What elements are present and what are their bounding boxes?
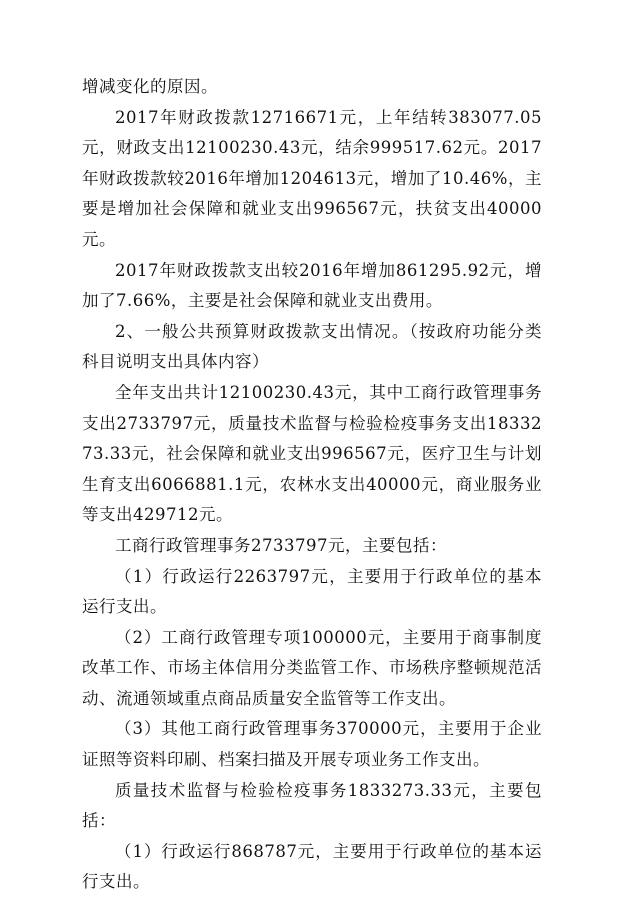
list-item-quality-operation: （1）行政运行868787元，主要用于行政单位的基本运行支出。	[82, 841, 542, 892]
paragraph-continuation: 增减变化的原因。	[82, 77, 218, 96]
section-heading-general-budget: 2、一般公共预算财政拨款支出情况。（按政府功能分类科目说明支出具体内容）	[82, 321, 542, 372]
paragraph-total-expenditure: 全年支出共计12100230.43元，其中工商行政管理事务支出2733797元，质量技术监督与检验检疫事务支出1833273.33元，社会保障和就业支出996567元，医疗卫生与计划生育支出6066881.1元，农林水支出40000元，商业服务业等支出429712元。	[82, 382, 542, 525]
list-item-admin-other: （3）其他工商行政管理事务370000元，主要用于企业证照等资料印刷、档案扫描及开展专项业务工作支出。	[82, 719, 542, 770]
document-body	[82, 72, 542, 898]
paragraph-quality-supervision-heading: 质量技术监督与检验检疫事务1833273.33元，主要包括：	[82, 780, 542, 831]
list-item-admin-operation: （1）行政运行2263797元，主要用于行政单位的基本运行支出。	[82, 566, 542, 617]
paragraph-expenditure-change: 2017年财政拨款支出较2016年增加861295.92元，增加了7.66%，主要是社会保障和就业支出费用。	[82, 260, 542, 311]
paragraph-appropriation-summary: 2017年财政拨款12716671元，上年结转383077.05元，财政支出12100230.43元，结余999517.62元。2017年财政拨款较2016年增加1204613元，增加了10.46%，主要是增加社会保障和就业支出996567元，扶贫支出40000元。	[82, 107, 542, 249]
list-item-admin-special: （2）工商行政管理专项100000元，主要用于商事制度改革工作、市场主体信用分类监管工作、市场秩序整顿规范活动、流通领域重点商品质量安全监管等工作支出。	[82, 627, 542, 708]
paragraph-admin-affairs-heading: 工商行政管理事务2733797元，主要包括：	[115, 535, 447, 555]
